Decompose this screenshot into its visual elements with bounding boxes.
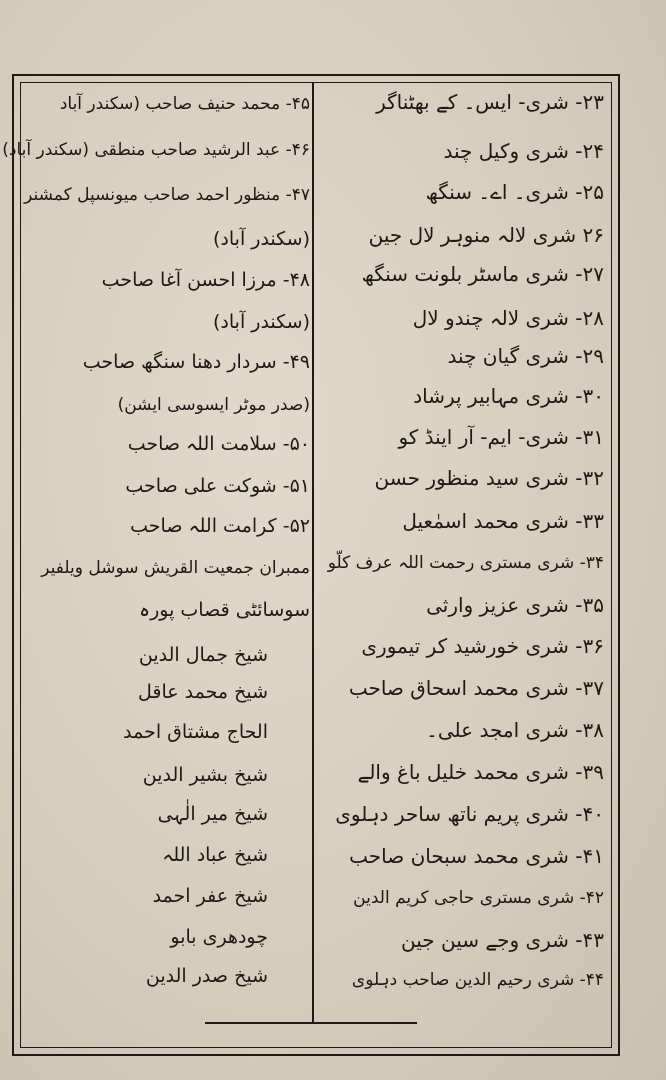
list-item: ۴۴- شری رحیم الدین صاحب دہلوی — [351, 970, 604, 990]
list-item: ممبران جمعیت القریش سوشل ویلفیر — [41, 558, 310, 578]
list-item: ۴۱- شری محمد سبحان صاحب — [349, 844, 604, 868]
list-item: ۴۵- محمد حنیف صاحب (سکندر آباد — [59, 94, 310, 114]
bottom-rule — [205, 1022, 417, 1024]
list-item: ۲۵- شری۔ اے۔ سنگھ — [425, 180, 604, 204]
list-item: ۳۴- شری مستری رحمت اللہ عرف کلّو — [327, 553, 604, 573]
list-item: ۲۴- شری وکیل چند — [443, 139, 604, 163]
list-item: شیخ عفر احمد — [152, 885, 268, 907]
list-item: ۳۰- شری مہابیر پرشاد — [413, 384, 604, 408]
list-item: (سکندر آباد) — [213, 311, 310, 333]
list-item: ۳۲- شری سید منظور حسن — [374, 466, 604, 490]
list-item: شیخ جمال الدین — [138, 644, 268, 666]
list-item: ۴۶- عبد الرشید صاحب منطقی (سکندر آباد) — [2, 140, 310, 160]
list-item: ۴۰- شری پریم ناتھ ساحر دہلوی — [335, 802, 604, 826]
list-item: ۲۶ شری لالہ منوہر لال جین — [368, 223, 604, 247]
list-item: ۳۹- شری محمد خلیل باغ والے — [357, 760, 604, 784]
list-item: ۲۸- شری لالہ چندو لال — [412, 306, 604, 330]
list-item: ۴۸- مرزا احسن آغا صاحب — [101, 269, 310, 291]
column-divider — [312, 82, 314, 1024]
list-item: ۳۷- شری محمد اسحاق صاحب — [348, 676, 604, 700]
list-item: سوسائٹی قصاب پورہ — [138, 599, 310, 621]
list-item: ۲۹- شری گیان چند — [447, 344, 604, 368]
list-item: الحاج مشتاق احمد — [123, 721, 268, 743]
list-item: ۴۹- سردار دھنا سنگھ صاحب — [82, 351, 310, 373]
list-item: ۲۷- شری ماسٹر بلونت سنگھ — [361, 262, 604, 286]
list-item: شیخ محمد عاقل — [138, 681, 268, 703]
list-item: ۲۳- شری- ایس۔ کے بھٹناگر — [376, 90, 604, 114]
list-item: ۴۳- شری وجے سین جین — [401, 928, 604, 952]
list-item: ۳۶- شری خورشید کر تیموری — [361, 634, 604, 658]
list-item: (صدر موٹر ایسوسی ایشن) — [117, 395, 310, 415]
list-item: ۴۲- شری مستری حاجی کریم الدین — [353, 888, 604, 908]
list-item: (سکندر آباد) — [213, 228, 310, 250]
list-item: شیخ بشیر الدین — [142, 764, 268, 786]
list-item: شیخ عباد اللہ — [162, 844, 268, 866]
list-item: شیخ صدر الدین — [145, 965, 268, 987]
list-item: چودھری بابو — [170, 926, 268, 948]
list-item: ۴۷- منظور احمد صاحب میونسپل کمشنر — [24, 185, 310, 205]
list-item: ۵۱- شوکت علی صاحب — [125, 475, 310, 497]
list-item: ۳۱- شری- ایم- آر اینڈ کو — [398, 425, 604, 449]
list-item: شیخ میر الٰہی — [157, 803, 268, 825]
list-item: ۳۸- شری امجد علی۔ — [426, 718, 604, 742]
list-item: ۵۰- سلامت اللہ صاحب — [127, 433, 310, 455]
list-item: ۳۵- شری عزیز وارثی — [426, 593, 604, 617]
list-item: ۳۳- شری محمد اسمٰعیل — [402, 509, 604, 533]
list-item: ۵۲- کرامت اللہ صاحب — [130, 515, 310, 537]
